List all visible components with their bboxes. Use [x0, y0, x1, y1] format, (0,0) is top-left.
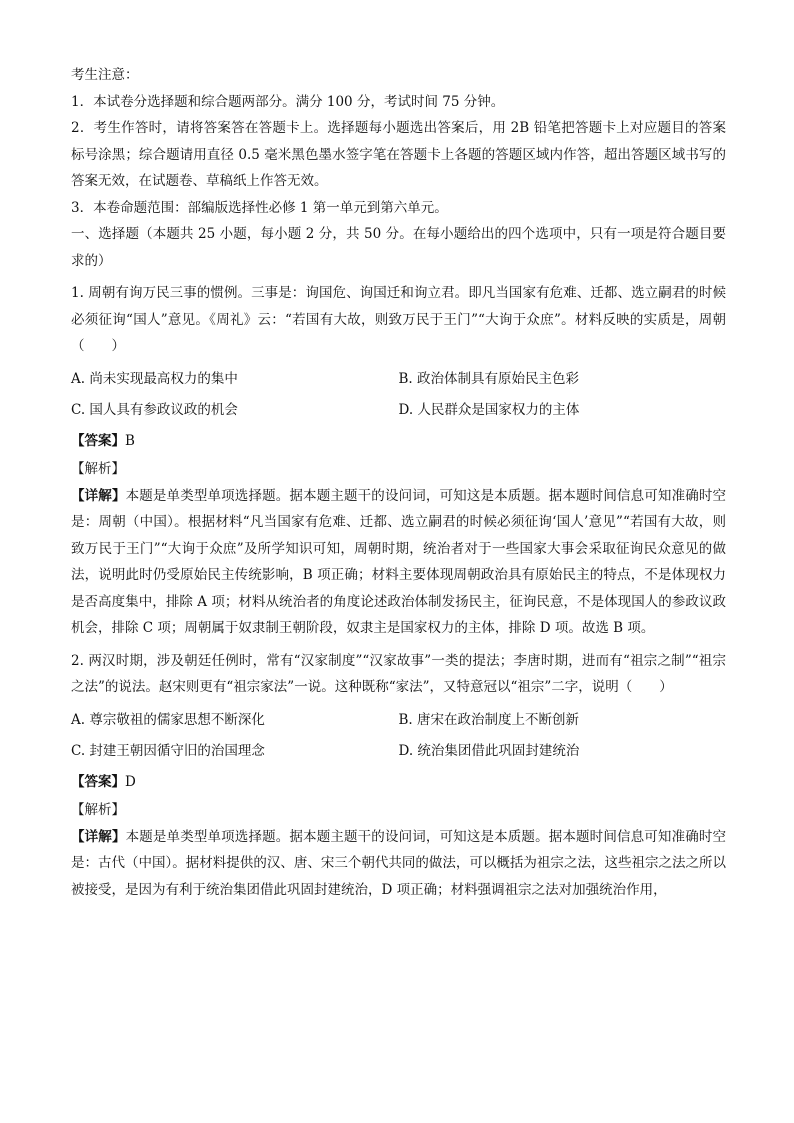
answer-tag: 【答案】 — [71, 432, 125, 449]
option-c: C. 国人具有参政议政的机会 — [71, 401, 238, 418]
option-b: B. 政治体制具有原始民主色彩 — [398, 370, 580, 387]
question-stem: 2. 两汉时期，涉及朝廷任例时，常有“汉家制度”“汉家故事”一类的提法；李唐时期，进而有“祖宗之制”“祖宗之法”的说法。赵宋则更有“祖宗家法”一说。这种既称“家法”，又特意冠以“祖宗”二字，说明（ ） — [71, 652, 726, 695]
section-title: 一、选择题（本题共 25 小题，每小题 2 分，共 50 分。在每小题给出的四个选项中，只有一项是符合题目要求的） — [71, 226, 726, 269]
notice-item-1: 1．本试卷分选择题和综合题两部分。满分 100 分，考试时间 75 分钟。 — [71, 93, 505, 110]
notice-heading: 考生注意： — [71, 67, 139, 83]
detail-paragraph — [71, 483, 726, 642]
answer-line — [71, 428, 726, 455]
option-d: D. 人民群众是国家权力的主体 — [398, 401, 580, 418]
answer-value: D — [125, 773, 136, 790]
detail-paragraph — [71, 824, 726, 904]
answer-line — [71, 769, 726, 796]
question-1 — [71, 280, 726, 642]
question-stem: 1. 周朝有询万民三事的惯例。三事是：询国危、询国迁和询立君。即凡当国家有危难、迁都、选立嗣君的时候必须征询“国人”意见。《周礼》云：“若国有大故，则致万民于王门”“大询于众庶”。材料反映的实质是，周朝（ ） — [71, 285, 726, 354]
detail-text: 本题是单类型单项选择题。据本题主题干的设问词，可知这是本质题。据本题时间信息可知准确时空是：古代（中国）。据材料提供的汉、唐、宋三个朝代共同的做法，可以概括为祖宗之法，这些祖宗之法之所以被接受，是因为有利于统治集团借此巩固封建统治，D 项正确；材料强调祖宗之法对加强统治作用， — [71, 828, 727, 898]
detail-tag: 【详解】 — [71, 487, 126, 504]
option-list — [71, 364, 726, 426]
exam-notice — [71, 62, 726, 221]
analysis-tag: 【解析】 — [71, 461, 125, 477]
detail-tag: 【详解】 — [71, 828, 126, 845]
option-b: B. 唐宋在政治制度上不断创新 — [398, 711, 580, 728]
document-body — [71, 62, 726, 903]
notice-item-2: 2．考生作答时，请将答案答在答题卡上。选择题每小题选出答案后，用 2B 铅笔把答题卡上对应题目的答案标号涂黑；综合题请用直径 0.5 毫米黑色墨水签字笔在答题卡上各题的答题区域内作答，超出答题区域书写的答案无效，在试题卷、草稿纸上作答无效。 — [71, 120, 726, 189]
analysis-tag: 【解析】 — [71, 802, 125, 818]
answer-tag: 【答案】 — [71, 773, 125, 790]
option-c: C. 封建王朝因循守旧的治国理念 — [71, 742, 265, 759]
option-d: D. 统治集团借此巩固封建统治 — [398, 742, 580, 759]
notice-item-3: 3．本卷命题范围：部编版选择性必修 1 第一单元到第六单元。 — [71, 199, 448, 216]
detail-text: 本题是单类型单项选择题。据本题主题干的设问词，可知这是本质题。据本题时间信息可知准确时空是：周朝（中国）。根据材料“凡当国家有危难、迁都、选立嗣君的时候必须征询‘国人’意见”“若国有大故，则致万民于王门”“大询于众庶”及所学知识可知，周朝时期，统治者对于一些国家大事会采取征询民众意见的做法，说明此时仍受原始民主传统影响，B 项正确；材料主要体现周朝政治具有原始民主的特点，不是体现权力是否高度集中，排除 A 项；材料从统治者的角度论述政治体制发扬民主，征询民意，不是体现国人的参政议政机会，排除 C 项；周朝属于奴隶制王朝阶段，奴隶主是国家权力的主体，排除 D 项。故选 B 项。 — [71, 487, 727, 636]
option-list — [71, 705, 726, 767]
option-a: A. 尚未实现最高权力的集中 — [71, 370, 238, 387]
option-a: A. 尊宗敬祖的儒家思想不断深化 — [71, 711, 265, 728]
answer-value: B — [125, 432, 135, 449]
question-2 — [71, 648, 726, 904]
